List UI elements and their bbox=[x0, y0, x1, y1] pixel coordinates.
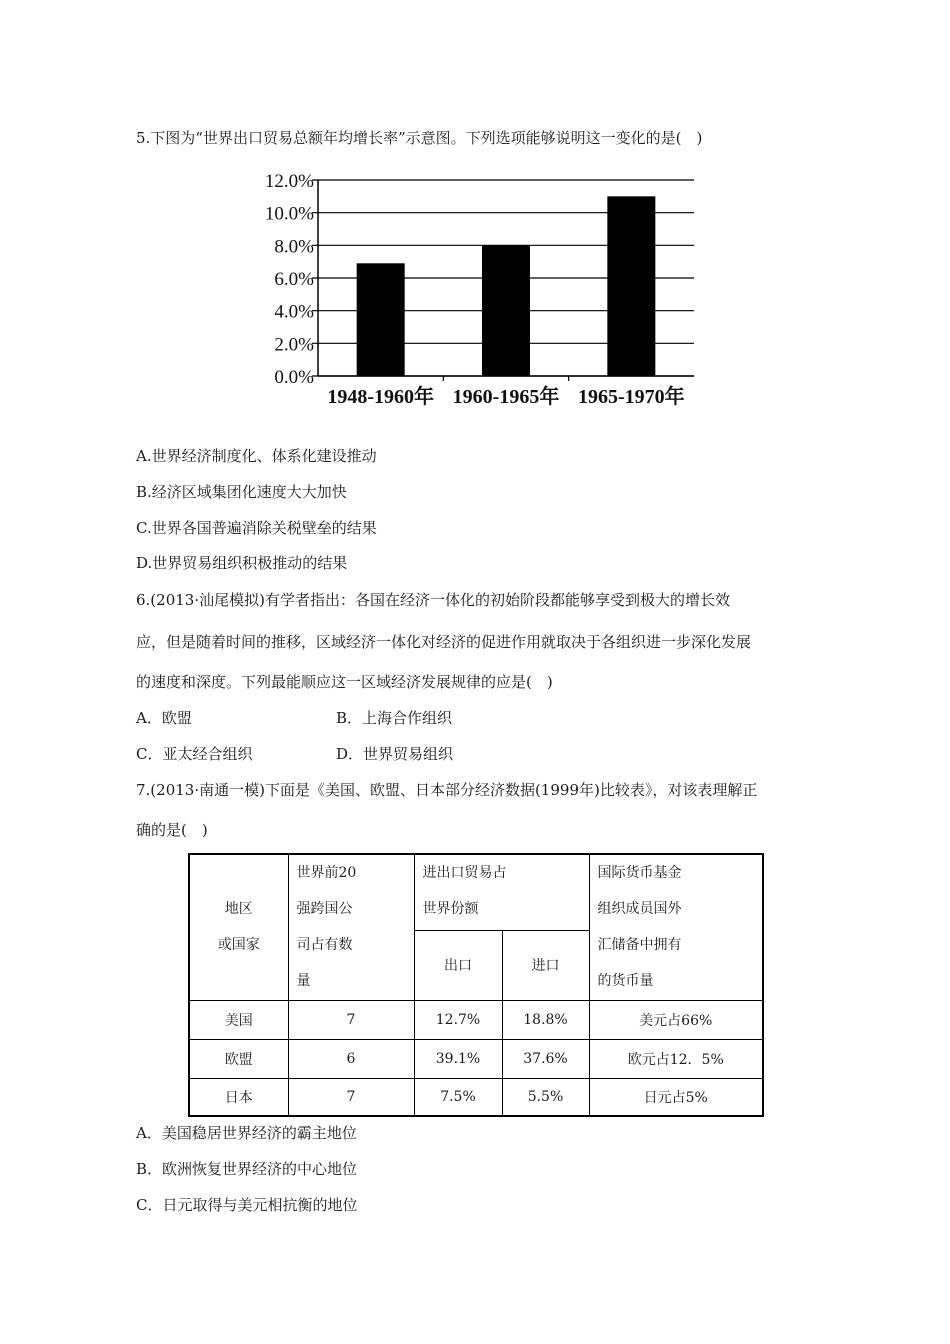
chart-svg bbox=[232, 160, 712, 420]
q7-option-b: B．欧洲恢复世界经济的中心地位 bbox=[136, 1160, 358, 1178]
y-tick-label: 8.0% bbox=[274, 236, 314, 258]
header-top20-line-1: 世界前20 bbox=[296, 865, 357, 881]
x-tick-label: 1965-1970年 bbox=[577, 386, 685, 408]
economic-data-table bbox=[188, 853, 764, 1117]
q6-option-c: C．亚太经合组织 bbox=[136, 745, 253, 763]
header-trade-share-line-1: 进出口贸易占 bbox=[422, 865, 507, 881]
q5-option-c: C.世界各国普遍消除关税壁垒的结果 bbox=[136, 519, 377, 537]
q6-stem-line-1: 6.(2013·汕尾模拟)有学者指出：各国在经济一体化的初始阶段都能够享受到极大的增长效 bbox=[136, 591, 730, 609]
header-imf-line-3: 汇储备中拥有 bbox=[597, 937, 682, 953]
q6-stem-line-2: 应，但是随着时间的推移，区域经济一体化对经济的促进作用就取决于各组织进一步深化发展 bbox=[136, 633, 752, 651]
header-imf-reserves bbox=[589, 854, 763, 1000]
y-tick-label: 10.0% bbox=[264, 203, 314, 225]
header-trade-share-line-2: 世界份额 bbox=[422, 901, 479, 917]
header-top20-line-2: 强跨国公 bbox=[296, 901, 353, 917]
header-export: 出口 bbox=[414, 930, 502, 1000]
row-currency: 美元占66% bbox=[589, 1000, 763, 1039]
row-import: 5.5% bbox=[502, 1078, 589, 1116]
header-imf-line-2: 组织成员国外 bbox=[597, 901, 682, 917]
bar bbox=[607, 196, 655, 376]
y-tick-label: 12.0% bbox=[264, 171, 314, 192]
row-export: 39.1% bbox=[414, 1039, 502, 1078]
q6-option-a: A．欧盟 bbox=[136, 709, 192, 727]
q7-option-c: C．日元取得与美元相抗衡的地位 bbox=[136, 1196, 358, 1214]
table-row bbox=[189, 1000, 763, 1039]
header-imf-line-1: 国际货币基金 bbox=[597, 865, 682, 881]
row-export: 7.5% bbox=[414, 1078, 502, 1116]
header-top20-line-3: 司占有数 bbox=[296, 937, 353, 953]
x-tick-label: 1948-1960年 bbox=[327, 386, 435, 408]
q6-options-row-2 bbox=[136, 743, 453, 764]
row-region: 日本 bbox=[189, 1078, 288, 1116]
growth-rate-bar-chart bbox=[232, 160, 712, 420]
header-top20-line-4: 量 bbox=[296, 973, 311, 989]
q7-stem-line-1: 7.(2013·南通一模)下面是《美国、欧盟、日本部分经济数据(1999年)比较表》，对该表理解正 bbox=[136, 781, 758, 799]
q7-stem-line-2: 确的是( ) bbox=[136, 821, 208, 839]
row-top20: 7 bbox=[288, 1000, 414, 1039]
bar bbox=[357, 263, 405, 376]
header-top20 bbox=[288, 854, 414, 1000]
row-import: 18.8% bbox=[502, 1000, 589, 1039]
header-region-line-2: 或国家 bbox=[217, 937, 260, 954]
row-top20: 7 bbox=[288, 1078, 414, 1116]
table-row bbox=[189, 1078, 763, 1116]
header-region bbox=[189, 854, 288, 1000]
y-tick-label: 2.0% bbox=[274, 334, 314, 356]
header-trade-share bbox=[414, 854, 589, 930]
row-region: 欧盟 bbox=[189, 1039, 288, 1078]
row-top20: 6 bbox=[288, 1039, 414, 1078]
header-region-line-1: 地区 bbox=[224, 901, 253, 918]
bar bbox=[482, 245, 530, 376]
row-currency: 日元占5% bbox=[589, 1078, 763, 1116]
q5-option-d: D.世界贸易组织积极推动的结果 bbox=[136, 554, 348, 572]
q5-option-b: B.经济区域集团化速度大大加快 bbox=[136, 483, 347, 501]
y-tick-label: 6.0% bbox=[274, 269, 314, 290]
row-export: 12.7% bbox=[414, 1000, 502, 1039]
q6-option-b: B．上海合作组织 bbox=[336, 709, 453, 727]
y-tick-label: 4.0% bbox=[274, 301, 314, 323]
header-imf-line-4: 的货币量 bbox=[597, 973, 654, 989]
row-currency: 欧元占12．5% bbox=[589, 1039, 763, 1078]
row-import: 37.6% bbox=[502, 1039, 589, 1078]
row-region: 美国 bbox=[189, 1000, 288, 1039]
q6-options-row-1 bbox=[136, 707, 452, 728]
q6-option-d: D．世界贸易组织 bbox=[336, 745, 454, 763]
x-tick-label: 1960-1965年 bbox=[452, 386, 560, 408]
y-tick-label: 0.0% bbox=[274, 367, 314, 388]
q5-option-a: A.世界经济制度化、体系化建设推动 bbox=[136, 447, 377, 465]
header-import: 进口 bbox=[502, 930, 589, 1000]
q7-option-a: A．美国稳居世界经济的霸主地位 bbox=[136, 1124, 357, 1142]
q5-stem: 5.下图为“世界出口贸易总额年均增长率”示意图。下列选项能够说明这一变化的是( ) bbox=[136, 129, 703, 147]
q6-stem-line-3: 的速度和深度。下列最能顺应这一区域经济发展规律的应是( ) bbox=[136, 673, 553, 691]
table-row bbox=[189, 1039, 763, 1078]
